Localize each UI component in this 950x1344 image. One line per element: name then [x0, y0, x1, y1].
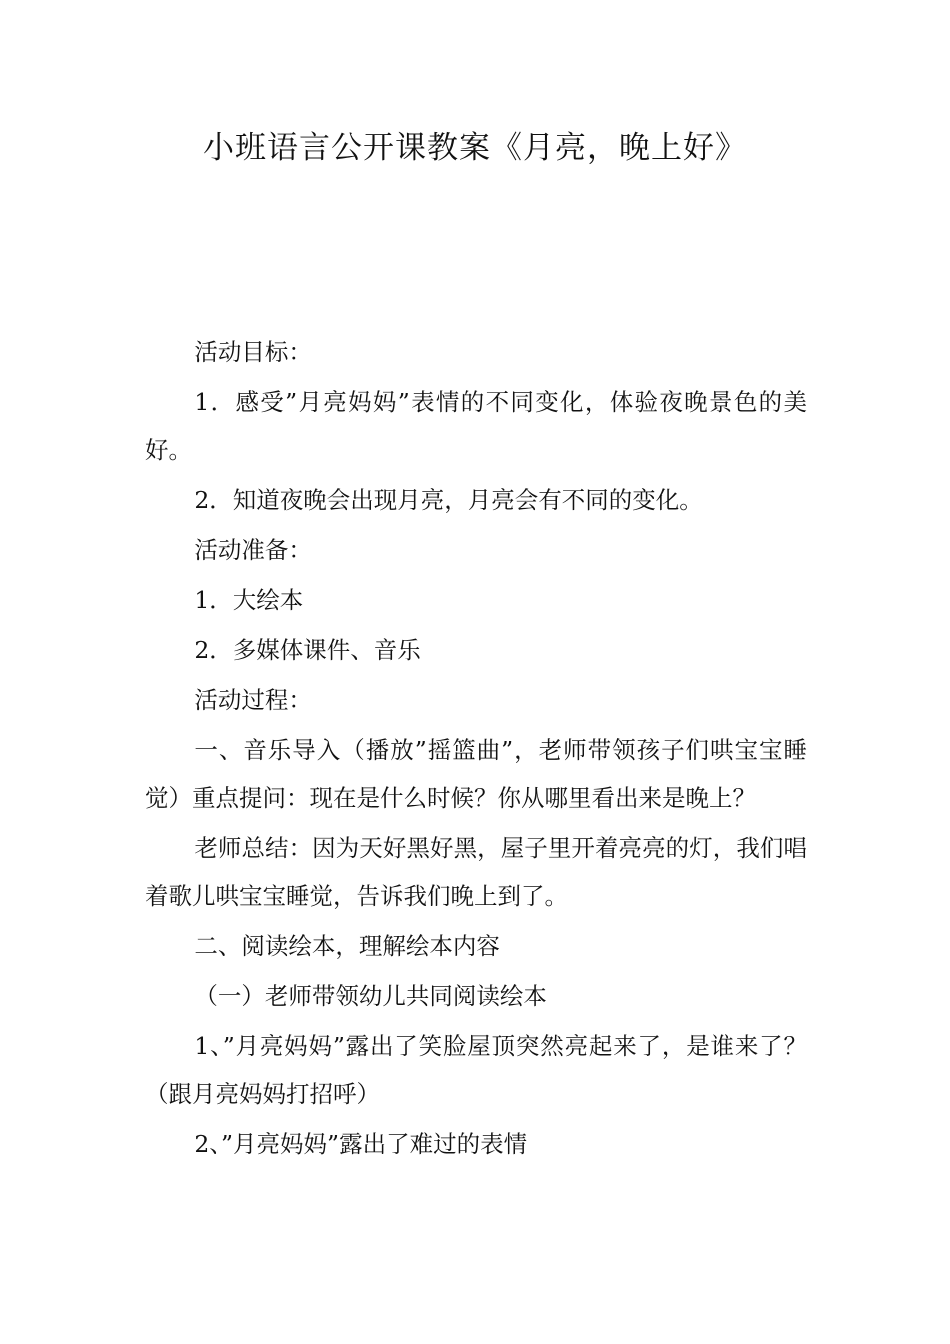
paragraph-preparation-1: 1．大绘本 — [194, 586, 304, 614]
paragraph-goal-1: 1．感受”月亮妈妈”表情的不同变化，体验夜晚景色的美好。 — [145, 388, 807, 464]
paragraph-step-2-sub-1: （一）老师带领幼儿共同阅读绘本 — [194, 982, 547, 1010]
paragraph-activity-goals-heading: 活动目标： — [194, 338, 312, 366]
paragraph-teacher-summary: 老师总结：因为天好黑好黑，屋子里开着亮亮的灯，我们唱着歌儿哄宝宝睡觉，告诉我们晚上到了。 — [145, 834, 807, 910]
paragraph-preparation-2: 2．多媒体课件、音乐 — [194, 636, 421, 664]
paragraph-step-2: 二、阅读绘本，理解绘本内容 — [194, 932, 500, 960]
paragraph-item-2: 2、”月亮妈妈”露出了难过的表情 — [194, 1130, 528, 1158]
paragraph-item-1: 1、”月亮妈妈”露出了笑脸屋顶突然亮起来了，是谁来了？（跟月亮妈妈打招呼） — [145, 1032, 807, 1108]
paragraph-process-heading: 活动过程： — [194, 686, 312, 714]
document-body — [145, 328, 807, 1170]
document-title: 小班语言公开课教案《月亮，晚上好》 — [203, 130, 747, 166]
paragraph-step-1: 一、音乐导入（播放”摇篮曲”，老师带领孩子们哄宝宝睡觉）重点提问：现在是什么时候？你从哪里看出来是晚上？ — [145, 736, 807, 812]
paragraph-preparation-heading: 活动准备： — [194, 536, 312, 564]
paragraph-goal-2: 2．知道夜晚会出现月亮，月亮会有不同的变化。 — [194, 486, 703, 514]
